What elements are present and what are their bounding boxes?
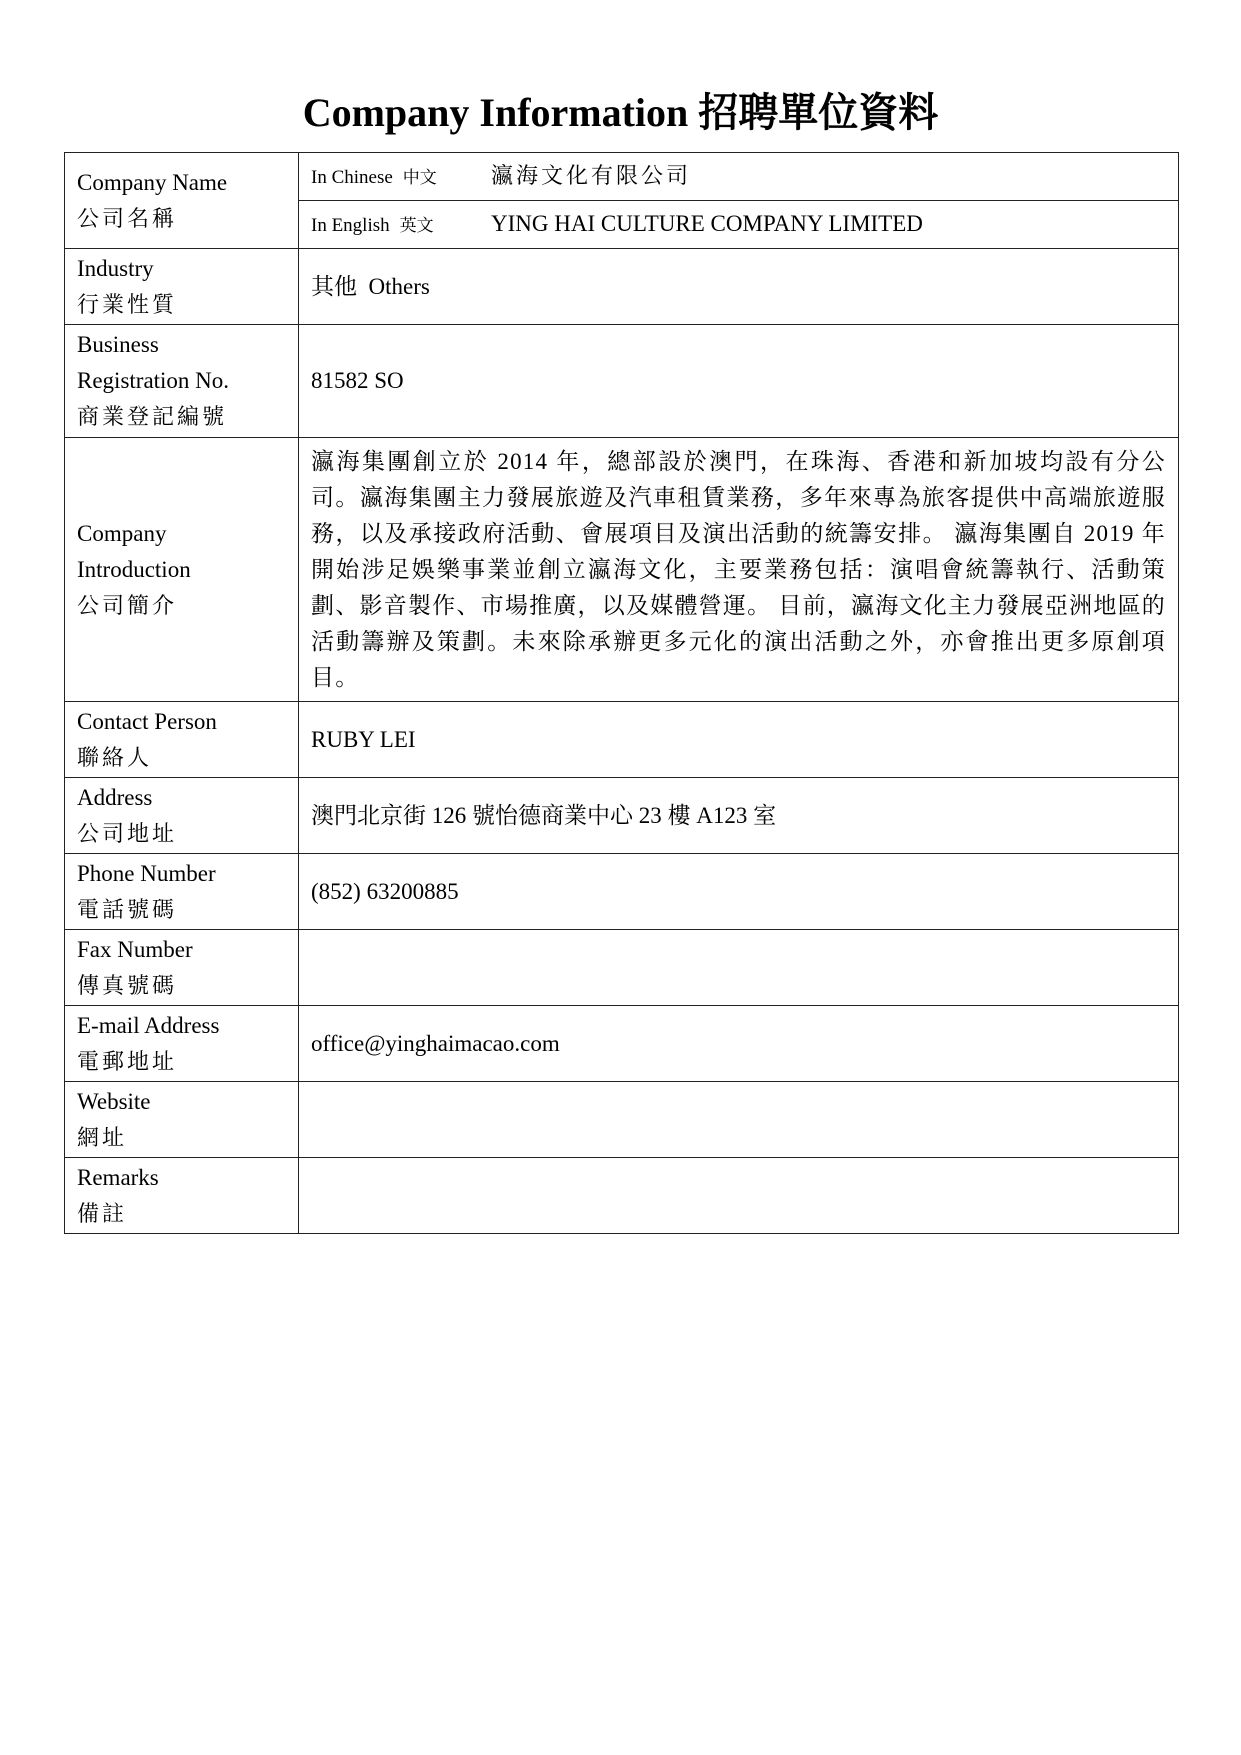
email-label — [65, 1006, 299, 1082]
website-label — [65, 1082, 299, 1158]
address-label-en: Address — [77, 784, 153, 810]
email-row — [65, 1006, 1179, 1082]
english-tag-zh: 英文 — [399, 215, 434, 235]
company-name-english-value: YING HAI CULTURE COMPANY LIMITED — [491, 210, 923, 236]
contact-person-label — [65, 702, 299, 778]
address-label-zh: 公司地址 — [77, 820, 178, 846]
company-name-chinese-value: 瀛海文化有限公司 — [491, 162, 692, 188]
contact-person-value — [299, 702, 1179, 778]
fax-label-zh: 傳真號碼 — [77, 972, 178, 998]
english-tag — [311, 208, 491, 244]
email-label-en: E-mail Address — [77, 1012, 220, 1038]
phone-value-text: (852) 63200885 — [311, 878, 459, 904]
fax-row — [65, 930, 1179, 1006]
business-registration-value-text: 81582 SO — [311, 368, 404, 393]
phone-label-en: Phone Number — [77, 860, 216, 886]
contact-person-label-zh: 聯絡人 — [77, 744, 153, 770]
company-name-chinese-cell — [299, 153, 1179, 201]
business-registration-label-en-1: Business — [77, 332, 159, 357]
industry-value-text: 其他 Others — [311, 273, 430, 299]
company-name-label-en: Company Name — [77, 169, 228, 195]
remarks-label — [65, 1158, 299, 1234]
company-name-label — [65, 153, 299, 249]
company-name-row-chinese — [65, 153, 1179, 201]
business-registration-label-zh: 商業登記編號 — [77, 404, 228, 429]
address-label — [65, 778, 299, 854]
business-registration-label-en-2: Registration No. — [77, 368, 230, 393]
introduction-label-en-2: Introduction — [77, 556, 191, 582]
phone-label — [65, 854, 299, 930]
industry-label-en: Industry — [77, 255, 154, 281]
contact-person-label-en: Contact Person — [77, 708, 217, 734]
introduction-label-en-1: Company — [77, 520, 167, 546]
introduction-value: 瀛海集團創立於 2014 年，總部設於澳門，在珠海、香港和新加坡均設有分公司。瀛海集團主力發展旅遊及汽車租賃業務，多年來專為旅客提供中高端旅遊服務，以及承接政府活動、會展項目及演出活動的統籌安排。 瀛海集團自 2019 年開始涉足娛樂事業並創立瀛海文化，主要業務包括：演唱會統籌執行、活動策劃、影音製作、市場推廣，以及媒體營運。 目前，瀛海文化主力發展亞洲地區的活動籌辦及策劃。未來除承辦更多元化的演出活動之外，亦會推出更多原創項目。 — [299, 438, 1179, 702]
business-registration-value — [299, 325, 1179, 438]
fax-label — [65, 930, 299, 1006]
introduction-label — [65, 438, 299, 702]
company-name-label-zh: 公司名稱 — [77, 205, 178, 231]
address-value-text: 澳門北京街 126 號怡德商業中心 23 樓 A123 室 — [311, 802, 777, 828]
website-value — [299, 1082, 1179, 1158]
chinese-tag — [311, 160, 491, 196]
industry-row — [65, 249, 1179, 325]
email-value-text: office@yinghaimacao.com — [311, 1030, 560, 1056]
business-registration-label — [65, 325, 299, 438]
phone-label-zh: 電話號碼 — [77, 896, 178, 922]
phone-value — [299, 854, 1179, 930]
chinese-tag-zh: 中文 — [402, 167, 437, 187]
introduction-label-zh: 公司簡介 — [77, 592, 178, 618]
email-value — [299, 1006, 1179, 1082]
industry-label-zh: 行業性質 — [77, 291, 178, 317]
contact-person-row — [65, 702, 1179, 778]
remarks-label-zh: 備註 — [77, 1200, 128, 1226]
fax-value — [299, 930, 1179, 1006]
website-row — [65, 1082, 1179, 1158]
industry-value — [299, 249, 1179, 325]
address-value — [299, 778, 1179, 854]
remarks-row — [65, 1158, 1179, 1234]
industry-label — [65, 249, 299, 325]
email-label-zh: 電郵地址 — [77, 1048, 178, 1074]
website-label-zh: 網址 — [77, 1124, 128, 1150]
website-label-en: Website — [77, 1088, 151, 1114]
address-row — [65, 778, 1179, 854]
business-registration-row — [65, 325, 1179, 438]
remarks-value — [299, 1158, 1179, 1234]
company-name-english-cell — [299, 201, 1179, 249]
introduction-row — [65, 438, 1179, 702]
fax-label-en: Fax Number — [77, 936, 193, 962]
phone-row — [65, 854, 1179, 930]
english-tag-en: In English — [311, 214, 390, 236]
chinese-tag-en: In Chinese — [311, 166, 393, 188]
page-title: Company Information 招聘單位資料 — [302, 90, 939, 135]
company-info-table — [64, 152, 1179, 1234]
contact-person-value-text: RUBY LEI — [311, 726, 416, 752]
remarks-label-en: Remarks — [77, 1164, 159, 1190]
